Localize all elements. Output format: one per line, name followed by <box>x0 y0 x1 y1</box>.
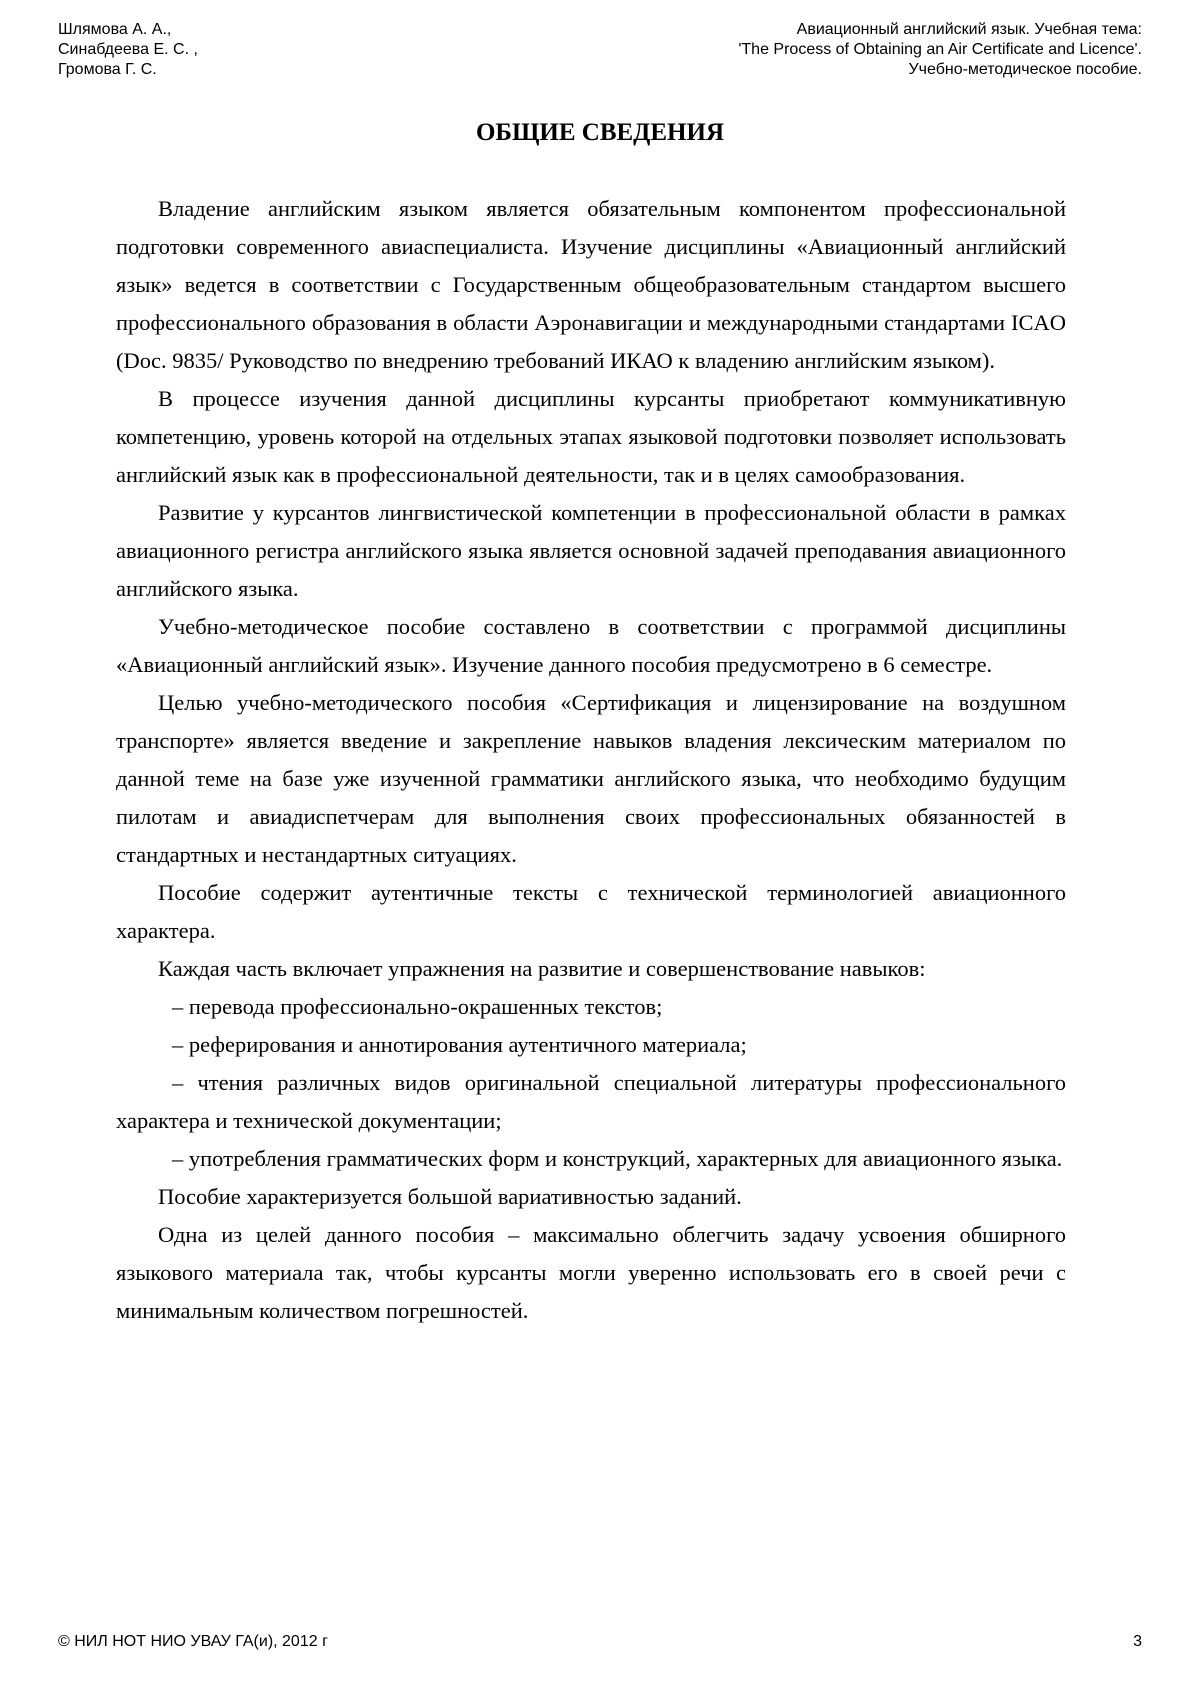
copyright-notice: © НИЛ НОТ НИО УВАУ ГА(и), 2012 г <box>58 1633 328 1650</box>
author-line: Шлямова А. А., <box>58 21 172 38</box>
document-body <box>116 190 1066 1330</box>
list-item: – перевода профессионально-окрашенных текстов; <box>172 994 663 1019</box>
body-paragraph: Владение английским языком является обязательным компонентом профессиональной подготовки современного авиаспециалиста. Изучение дисциплины «Авиационный английский язык» ведется в соответствии с Государственным общеобразовательным стандартом высшего профессионального образования в области Аэронавигации и международными стандартами ICAO (Doc. 9835/ Руководство по внедрению требований ИКАО к владению английским языком). <box>116 196 1066 373</box>
course-info-line: Учебно-методическое пособие. <box>908 61 1142 78</box>
body-paragraph: Пособие характеризуется большой вариативностью заданий. <box>158 1184 742 1209</box>
header-course-info <box>738 20 1142 80</box>
body-paragraph: Учебно-методическое пособие составлено в соответствии с программой дисциплины «Авиационный английский язык». Изучение данного пособия предусмотрено в 6 семестре. <box>116 614 1066 677</box>
course-info-line: 'The Process of Obtaining an Air Certificate and Licence'. <box>738 41 1142 58</box>
list-item: – употребления грамматических форм и конструкций, характерных для авиационного языка. <box>172 1146 1063 1171</box>
body-paragraph: В процессе изучения данной дисциплины курсанты приобретают коммуникативную компетенцию, уровень которой на отдельных этапах языковой подготовки позволяет использовать английский язык как в профессиональной деятельности, так и в целях самообразования. <box>116 386 1066 487</box>
header-authors <box>58 20 198 80</box>
list-item: – реферирования и аннотирования аутентичного материала; <box>172 1032 747 1057</box>
body-paragraph: Пособие содержит аутентичные тексты с технической терминологией авиационного характера. <box>116 880 1066 943</box>
page-number: 3 <box>1133 1633 1142 1650</box>
course-info-line: Авиационный английский язык. Учебная тема: <box>796 21 1142 38</box>
list-item: – чтения различных видов оригинальной специальной литературы профессионального характера и технической документации; <box>116 1070 1066 1133</box>
body-paragraph: Каждая часть включает упражнения на развитие и совершенствование навыков: <box>158 956 926 981</box>
section-title: ОБЩИЕ СВЕДЕНИЯ <box>475 119 725 146</box>
body-paragraph: Одна из целей данного пособия – максимально облегчить задачу усвоения обширного языкового материала так, чтобы курсанты могли уверенно использовать его в своей речи с минимальным количеством погрешностей. <box>116 1222 1066 1323</box>
author-line: Громова Г. С. <box>58 61 157 78</box>
body-paragraph: Развитие у курсантов лингвистической компетенции в профессиональной области в рамках авиационного регистра английского языка является основной задачей преподавания авиационного английского языка. <box>116 500 1066 601</box>
body-paragraph: Целью учебно-методического пособия «Сертификация и лицензирование на воздушном транспорте» является введение и закрепление навыков владения лексическим материалом по данной теме на базе уже изученной грамматики английского языка, что необходимо будущим пилотам и авиадиспетчерам для выполнения своих профессиональных обязанностей в стандартных и нестандартных ситуациях. <box>116 690 1066 867</box>
author-line: Синабдеева Е. С. , <box>58 41 198 58</box>
